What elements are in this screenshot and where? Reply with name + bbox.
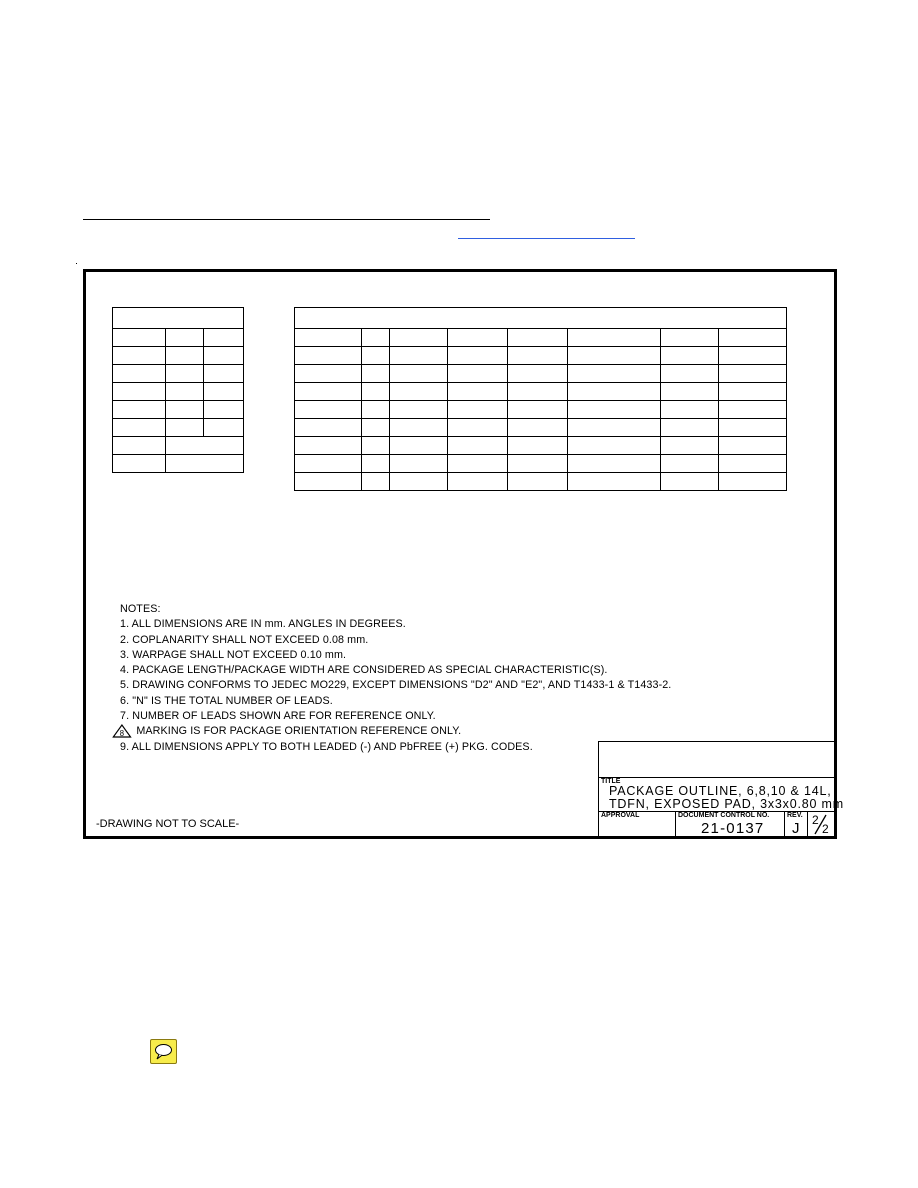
doc-number: 21-0137 bbox=[701, 820, 765, 837]
link-underline[interactable] bbox=[458, 238, 635, 239]
stray-dot bbox=[76, 263, 77, 264]
comment-icon[interactable] bbox=[150, 1039, 177, 1064]
table-row bbox=[295, 401, 787, 419]
table-row bbox=[113, 383, 244, 401]
table-row bbox=[113, 401, 244, 419]
sheet-divider bbox=[807, 811, 808, 837]
table-row bbox=[295, 329, 787, 347]
sheet-number bbox=[809, 813, 833, 835]
table-row bbox=[295, 473, 787, 491]
table-row bbox=[295, 419, 787, 437]
approval-label: APPROVAL bbox=[601, 812, 640, 819]
note-1: 1. ALL DIMENSIONS ARE IN mm. ANGLES IN DEGREES. bbox=[120, 618, 406, 631]
note-2: 2. COPLANARITY SHALL NOT EXCEED 0.08 mm. bbox=[120, 633, 369, 646]
sheet-total: 2 bbox=[822, 822, 829, 836]
top-rule bbox=[83, 219, 490, 220]
rev-value: J bbox=[792, 820, 800, 837]
table-row bbox=[113, 329, 244, 347]
title-block bbox=[598, 741, 844, 837]
notes-heading: NOTES: bbox=[120, 603, 161, 615]
note-5: 5. DRAWING CONFORMS TO JEDEC MO229, EXCEPT DIMENSIONS "D2" AND "E2", AND T1433-1 & T1433-2. bbox=[120, 679, 672, 692]
table-row bbox=[295, 437, 787, 455]
title-line-1: PACKAGE OUTLINE, 6,8,10 & 14L, bbox=[609, 784, 832, 798]
notes-block bbox=[120, 602, 671, 755]
sheet-num: 2 bbox=[812, 813, 819, 827]
speech-bubble-icon bbox=[151, 1040, 176, 1063]
table-row bbox=[113, 455, 244, 473]
note-8 bbox=[120, 724, 671, 739]
right-dimension-table bbox=[294, 307, 787, 491]
drawing-frame bbox=[83, 269, 844, 839]
table-row bbox=[113, 437, 244, 455]
table-row bbox=[295, 455, 787, 473]
table-row bbox=[295, 365, 787, 383]
note-9: 9. ALL DIMENSIONS APPLY TO BOTH LEADED (-) AND PbFREE (+) PKG. CODES. bbox=[120, 740, 533, 753]
note-8-text: MARKING IS FOR PACKAGE ORIENTATION REFERENCE ONLY. bbox=[136, 725, 462, 738]
rev-divider bbox=[784, 811, 785, 837]
title-label: TITLE bbox=[601, 778, 621, 785]
note-4: 4. PACKAGE LENGTH/PACKAGE WIDTH ARE CONSIDERED AS SPECIAL CHARACTERISTIC(S). bbox=[120, 664, 608, 677]
table-row bbox=[295, 308, 787, 329]
rev-label: REV. bbox=[787, 812, 803, 819]
table-row bbox=[295, 383, 787, 401]
note-7: 7. NUMBER OF LEADS SHOWN ARE FOR REFERENCE ONLY. bbox=[120, 710, 436, 723]
table-row bbox=[113, 365, 244, 383]
sheet-slash bbox=[809, 813, 833, 835]
title-block-divider bbox=[599, 777, 835, 778]
drawing-not-to-scale: -DRAWING NOT TO SCALE- bbox=[96, 818, 240, 830]
left-dimension-table bbox=[112, 307, 244, 473]
title-line-2: TDFN, EXPOSED PAD, 3x3x0.80 mm bbox=[609, 797, 844, 811]
table-row bbox=[113, 347, 244, 365]
table-row bbox=[295, 347, 787, 365]
doc-control-label: DOCUMENT CONTROL NO. bbox=[678, 812, 770, 819]
warning-number: 8 bbox=[119, 729, 125, 739]
table-row bbox=[113, 308, 244, 329]
note-6: 6. "N" IS THE TOTAL NUMBER OF LEADS. bbox=[120, 694, 333, 707]
note-3: 3. WARPAGE SHALL NOT EXCEED 0.10 mm. bbox=[120, 648, 347, 661]
table-row bbox=[113, 419, 244, 437]
approval-divider bbox=[675, 811, 676, 837]
